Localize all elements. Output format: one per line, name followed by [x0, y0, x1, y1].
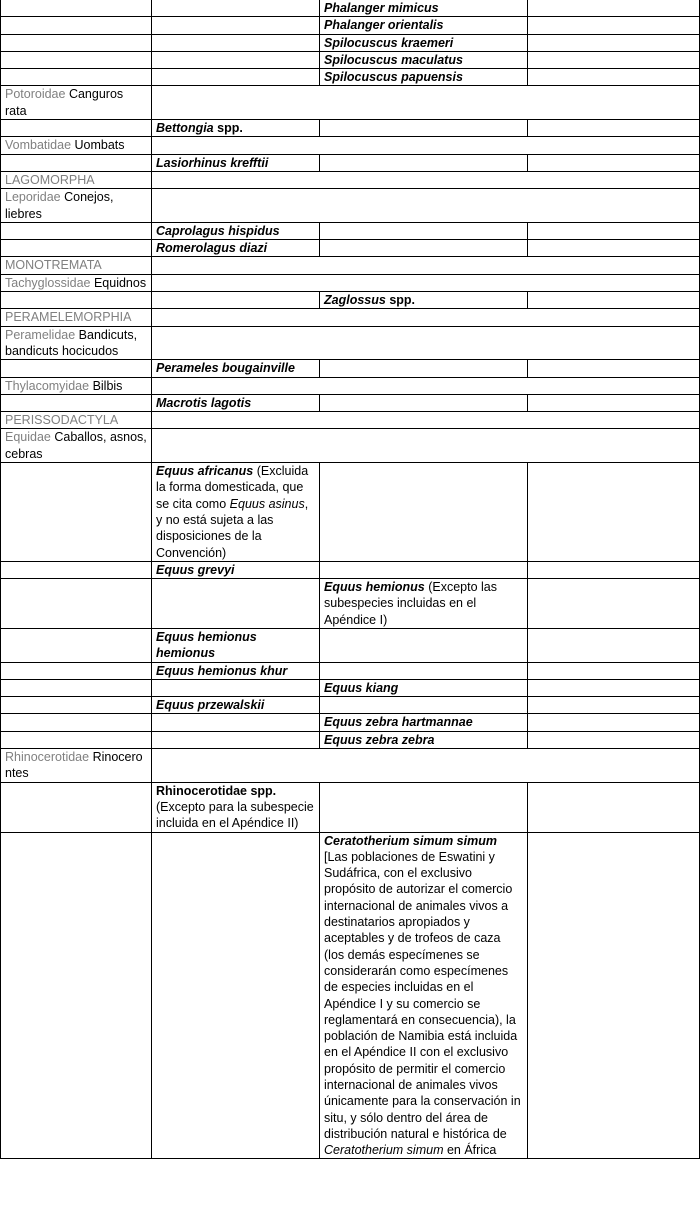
family-name: Vombatidae: [5, 138, 72, 153]
order-name: MONOTREMATA: [5, 258, 102, 273]
species-note: , y no está sujeta a las disposiciones de la Convención): [156, 496, 309, 560]
common-name: Uombats: [74, 138, 125, 153]
appendix-ii-cell: [320, 394, 528, 411]
appendix-iii-cell: [528, 51, 700, 68]
appendix-iii-cell: [528, 360, 700, 377]
appendix-ii-cell: [320, 69, 528, 86]
order-span-cell: [152, 412, 700, 429]
species-name: Zaglossus: [324, 293, 386, 308]
family-cell: [1, 292, 152, 309]
table-row: [1, 579, 700, 629]
family-cell: [1, 782, 152, 832]
family-span-cell: [152, 274, 700, 291]
species-name: Rhinocerotidae spp.: [156, 783, 277, 798]
family-row: [1, 749, 700, 783]
family-cell: [1, 394, 152, 411]
appendix-iii-cell: [528, 628, 700, 662]
appendix-i-cell: [152, 714, 320, 731]
order-cell: [1, 257, 152, 274]
species-note-italic: Ceratotherium simum: [324, 1143, 444, 1158]
species-name: Bettongia: [156, 121, 214, 136]
family-cell: [1, 628, 152, 662]
appendix-iii-cell: [528, 34, 700, 51]
species-note: [Las poblaciones de Eswatini y Sudáfrica, con el exclusivo propósito de autorizar el comercio internacional de animales vivos a destinatarios apropiados y aceptables y de trofeos de caza (los demás especímenes se considerarán como especímenes de especies incluidas en el Apéndice I y su comercio se reglamentará en consecuencia), la población de Namibia está incluida en el Apéndice II con el exclusivo propósito de permitir el comercio internacional de animales vivos únicamente para la conservación in situ, y sólo dentro del área de distribución natural e histórica de: [324, 849, 521, 1141]
appendix-ii-cell: [320, 240, 528, 257]
family-cell: [1, 749, 152, 783]
order-row: [1, 171, 700, 188]
family-cell: [1, 240, 152, 257]
appendix-iii-cell: [528, 394, 700, 411]
appendix-i-cell: [152, 394, 320, 411]
species-name: Equus zebra hartmannae: [324, 715, 473, 730]
table-row: [1, 292, 700, 309]
species-note: (Excepto las subespecies incluidas en el Apéndice I): [324, 580, 497, 627]
common-name: Equidnos: [93, 275, 147, 290]
appendix-i-cell: [152, 222, 320, 239]
species-name: Equus kiang: [324, 680, 399, 695]
appendix-i-cell: [152, 0, 320, 17]
family-cell: [1, 120, 152, 137]
species-suffix: spp.: [389, 293, 416, 308]
table-row: [1, 69, 700, 86]
family-row: [1, 137, 700, 154]
family-cell: [1, 222, 152, 239]
appendix-iii-cell: [528, 697, 700, 714]
order-name: PERISSODACTYLA: [5, 413, 119, 428]
family-cell: [1, 561, 152, 578]
family-cell: [1, 34, 152, 51]
species-name: Equus przewalskii: [156, 698, 265, 713]
appendix-iii-cell: [528, 222, 700, 239]
appendix-i-cell: [152, 679, 320, 696]
table-row: [1, 34, 700, 51]
appendix-iii-cell: [528, 154, 700, 171]
table-row: [1, 697, 700, 714]
appendix-iii-cell: [528, 832, 700, 1159]
species-name: Equus zebra zebra: [324, 732, 435, 747]
appendix-ii-cell: [320, 628, 528, 662]
species-name: Lasiorhinus krefftii: [156, 155, 269, 170]
species-note-italic: Equus asinus: [229, 496, 305, 511]
appendix-iii-cell: [528, 292, 700, 309]
family-row: [1, 189, 700, 223]
order-span-cell: [152, 257, 700, 274]
table-row: [1, 832, 700, 1159]
common-name: Rinocerontes: [5, 750, 143, 781]
appendix-iii-cell: [528, 679, 700, 696]
family-cell: [1, 17, 152, 34]
family-span-cell: [152, 429, 700, 463]
order-cell: [1, 171, 152, 188]
appendix-i-cell: [152, 360, 320, 377]
appendix-ii-cell: [320, 360, 528, 377]
appendix-ii-cell: [320, 120, 528, 137]
family-cell: [1, 731, 152, 748]
species-name: Spilocuscus papuensis: [324, 70, 463, 85]
appendix-i-cell: [152, 69, 320, 86]
order-name: PERAMELEMORPHIA: [5, 310, 132, 325]
appendix-ii-cell: [320, 579, 528, 629]
appendix-i-cell: [152, 17, 320, 34]
species-name: Equus grevyi: [156, 562, 235, 577]
appendix-iii-cell: [528, 714, 700, 731]
species-name: Phalanger mimicus: [324, 1, 439, 15]
family-name: Leporidae: [5, 190, 61, 205]
appendix-iii-cell: [528, 463, 700, 562]
species-name: Equus hemionus: [324, 580, 425, 595]
family-name: Potoroidae: [5, 87, 66, 102]
family-cell: [1, 697, 152, 714]
table-row: [1, 154, 700, 171]
appendix-i-cell: [152, 832, 320, 1159]
order-name: LAGOMORPHA: [5, 172, 95, 187]
family-row: [1, 86, 700, 120]
appendix-i-cell: [152, 240, 320, 257]
species-name: Equus hemionus hemionus: [156, 629, 257, 661]
appendix-ii-cell: [320, 17, 528, 34]
appendix-i-cell: [152, 731, 320, 748]
table-row: [1, 561, 700, 578]
family-name: Peramelidae: [5, 327, 76, 342]
species-name: Macrotis lagotis: [156, 395, 252, 410]
appendix-ii-cell: [320, 714, 528, 731]
common-name: Conejos, liebres: [5, 190, 114, 221]
species-name: Equus hemionus khur: [156, 663, 288, 678]
family-span-cell: [152, 137, 700, 154]
common-name: Caballos, asnos, cebras: [5, 430, 147, 461]
table-row: [1, 782, 700, 832]
family-cell: [1, 360, 152, 377]
appendix-i-cell: [152, 34, 320, 51]
family-cell: [1, 377, 152, 394]
family-span-cell: [152, 326, 700, 360]
appendix-ii-cell: [320, 782, 528, 832]
family-cell: [1, 579, 152, 629]
appendix-i-cell: [152, 697, 320, 714]
family-cell: [1, 463, 152, 562]
appendix-iii-cell: [528, 69, 700, 86]
appendix-ii-cell: [320, 222, 528, 239]
table-row: [1, 360, 700, 377]
family-span-cell: [152, 86, 700, 120]
family-row: [1, 274, 700, 291]
appendix-i-cell: [152, 561, 320, 578]
appendix-i-cell: [152, 628, 320, 662]
table-row: [1, 463, 700, 562]
appendix-ii-cell: [320, 154, 528, 171]
family-cell: [1, 832, 152, 1159]
family-name: Rhinocerotidae: [5, 750, 90, 765]
appendix-iii-cell: [528, 662, 700, 679]
common-name: Bilbis: [92, 378, 123, 393]
family-cell: [1, 662, 152, 679]
species-name: Equus africanus: [156, 464, 254, 479]
species-note: (Excluida la forma domesticada, que se cita como: [156, 464, 309, 511]
table-row: [1, 51, 700, 68]
table-row: [1, 662, 700, 679]
table-row: [1, 0, 700, 17]
species-name: Ceratotherium simum simum: [324, 833, 497, 848]
family-cell: [1, 274, 152, 291]
appendix-iii-cell: [528, 0, 700, 17]
family-cell: [1, 429, 152, 463]
family-cell: [1, 137, 152, 154]
order-cell: [1, 412, 152, 429]
family-span-cell: [152, 749, 700, 783]
species-name: Phalanger orientalis: [324, 18, 444, 33]
family-span-cell: [152, 377, 700, 394]
appendix-i-cell: [152, 51, 320, 68]
family-cell: [1, 0, 152, 17]
appendix-iii-cell: [528, 120, 700, 137]
appendix-i-cell: [152, 292, 320, 309]
appendix-i-cell: [152, 463, 320, 562]
family-cell: [1, 326, 152, 360]
appendix-iii-cell: [528, 17, 700, 34]
family-cell: [1, 714, 152, 731]
appendix-iii-cell: [528, 782, 700, 832]
appendix-ii-cell: [320, 731, 528, 748]
order-span-cell: [152, 309, 700, 326]
family-name: Equidae: [5, 430, 51, 445]
species-name: Spilocuscus kraemeri: [324, 35, 454, 50]
table-row: [1, 394, 700, 411]
appendix-i-cell: [152, 120, 320, 137]
order-cell: [1, 309, 152, 326]
family-row: [1, 326, 700, 360]
appendix-i-cell: [152, 579, 320, 629]
appendix-ii-cell: [320, 662, 528, 679]
table-row: [1, 120, 700, 137]
family-name: Tachyglossidae: [5, 275, 91, 290]
family-cell: [1, 189, 152, 223]
species-suffix: spp.: [217, 121, 243, 136]
order-row: [1, 309, 700, 326]
appendix-i-cell: [152, 662, 320, 679]
species-note: (Excepto para la subespecie incluida en el Apéndice II): [156, 799, 314, 831]
family-cell: [1, 154, 152, 171]
species-name: Spilocuscus maculatus: [324, 52, 463, 67]
table-row: [1, 714, 700, 731]
appendix-i-cell: [152, 154, 320, 171]
family-row: [1, 377, 700, 394]
order-span-cell: [152, 171, 700, 188]
appendix-iii-cell: [528, 561, 700, 578]
table-row: [1, 17, 700, 34]
appendix-ii-cell: [320, 679, 528, 696]
family-row: [1, 429, 700, 463]
species-name: Caprolagus hispidus: [156, 223, 280, 238]
appendix-iii-cell: [528, 731, 700, 748]
appendix-ii-cell: [320, 51, 528, 68]
species-name: Romerolagus diazi: [156, 241, 268, 256]
order-row: [1, 257, 700, 274]
appendix-i-cell: [152, 782, 320, 832]
family-name: Thylacomyidae: [5, 378, 90, 393]
species-note: en África: [446, 1143, 497, 1158]
family-cell: [1, 86, 152, 120]
table-row: [1, 731, 700, 748]
family-cell: [1, 51, 152, 68]
family-span-cell: [152, 189, 700, 223]
appendix-ii-cell: [320, 697, 528, 714]
table-row: [1, 222, 700, 239]
appendix-iii-cell: [528, 579, 700, 629]
table-row: [1, 628, 700, 662]
appendix-ii-cell: [320, 292, 528, 309]
appendix-ii-cell: [320, 34, 528, 51]
appendix-ii-cell: [320, 561, 528, 578]
table-row: [1, 240, 700, 257]
species-name: Perameles bougainville: [156, 361, 295, 376]
table-row: [1, 679, 700, 696]
appendix-ii-cell: [320, 0, 528, 17]
family-cell: [1, 69, 152, 86]
order-row: [1, 412, 700, 429]
appendix-iii-cell: [528, 240, 700, 257]
appendix-ii-cell: [320, 463, 528, 562]
common-name: Canguros rata: [5, 87, 124, 118]
common-name: Bandicuts, bandicuts hocicudos: [5, 327, 138, 358]
family-cell: [1, 679, 152, 696]
appendix-ii-cell: [320, 832, 528, 1159]
